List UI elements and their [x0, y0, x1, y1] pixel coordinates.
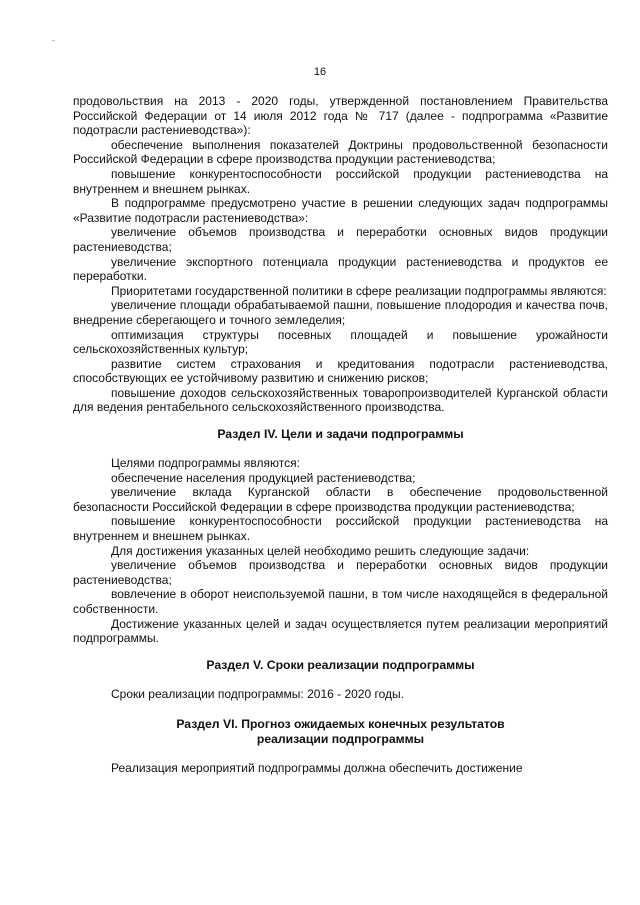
- paragraph: вовлечение в оборот неиспользуемой пашни, в том числе находящейся в федеральной собственности.: [73, 587, 608, 616]
- paragraph: Реализация мероприятий подпрограммы должна обеспечить достижение: [111, 761, 523, 776]
- paragraph: увеличение площади обрабатываемой пашни, повышение плодородия и качества почв, внедрение сберегающего и точного земледелия;: [73, 298, 608, 327]
- paragraph: Достижение указанных целей и задач осуществляется путем реализации мероприятий подпрограммы.: [73, 616, 608, 646]
- paragraph: Целями подпрограммы являются:: [111, 456, 300, 471]
- paragraph: увеличение объемов производства и переработки основных видов продукции растениеводства;: [73, 558, 608, 587]
- section-heading: Раздел V. Сроки реализации подпрограммы: [206, 657, 475, 672]
- paragraph: продовольствия на 2013 - 2020 годы, утвержденной постановлением Правительства Российской Федерации от 14 июля 2012 года № 717 (далее - подпрограмма «Развитие подотрасли растениеводства»):: [73, 94, 608, 138]
- paragraph: обеспечение выполнения показателей Доктрины продовольственной безопасности Российской Федерации в сфере производства продукции растениеводства;: [73, 137, 608, 167]
- paragraph: увеличение объемов производства и переработки основных видов продукции растениеводства;: [73, 225, 608, 254]
- scan-mark: [52, 40, 55, 41]
- paragraph: развитие систем страхования и кредитования подотрасли растениеводства, способствующих ее устойчивому развитию и снижению рисков;: [73, 356, 608, 386]
- paragraph: повышение конкурентоспособности российской продукции растениеводства на внутреннем и внешнем рынках.: [73, 166, 608, 196]
- paragraph: повышение доходов сельскохозяйственных товаропроизводителей Курганской области для ведения рентабельного сельскохозяйственного производства.: [73, 385, 608, 415]
- document-body: [73, 94, 608, 776]
- paragraph: оптимизация структуры посевных площадей и повышение урожайности сельскохозяйственных культур;: [73, 327, 608, 357]
- paragraph: Приоритетами государственной политики в сфере реализации подпрограммы являются:: [111, 283, 607, 298]
- paragraph: повышение конкурентоспособности российской продукции растениеводства на внутреннем и внешнем рынках.: [73, 514, 608, 544]
- paragraph: В подпрограмме предусмотрено участие в решении следующих задач подпрограммы «Развитие подотрасли растениеводства»:: [73, 196, 608, 225]
- paragraph: увеличение вклада Курганской области в обеспечение продовольственной безопасности Российской Федерации в сфере производства продукции растениеводства;: [73, 485, 608, 514]
- paragraph: обеспечение населения продукцией растениеводства;: [111, 470, 416, 485]
- paragraph: увеличение экспортного потенциала продукции растениеводства и продуктов ее переработки.: [73, 254, 608, 284]
- section-heading: Раздел VI. Прогноз ожидаемых конечных результатов реализации подпрограммы: [176, 717, 505, 747]
- page-number: 16: [313, 66, 327, 78]
- paragraph: Сроки реализации подпрограммы: 2016 - 2020 годы.: [111, 686, 404, 701]
- paragraph: Для достижения указанных целей необходимо решить следующие задачи:: [111, 543, 530, 558]
- section-heading: Раздел IV. Цели и задачи подпрограммы: [217, 427, 464, 442]
